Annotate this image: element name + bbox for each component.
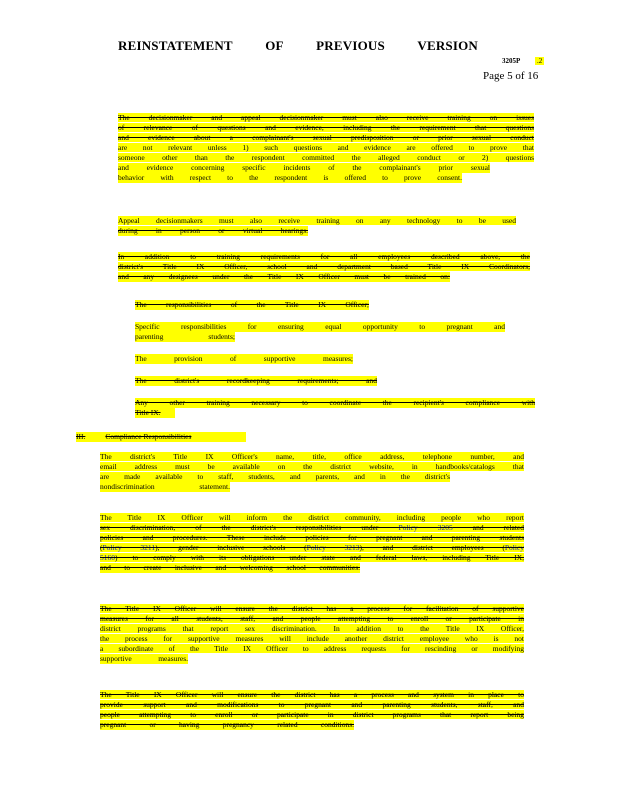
line-text: policies and procedures. These include policies for pregnant and parenting students bbox=[100, 533, 524, 542]
text-line bbox=[100, 452, 524, 462]
text-line bbox=[100, 614, 524, 624]
policy-link[interactable]: 5160 bbox=[100, 553, 115, 562]
text-line bbox=[100, 690, 524, 700]
line-text: ), and district employees ( bbox=[359, 543, 505, 552]
text-line bbox=[118, 133, 534, 143]
text-line bbox=[135, 376, 377, 386]
line-text: a subordinate of the Title IX Officer to address requests for rescinding or modifying bbox=[100, 644, 524, 653]
text-line bbox=[100, 472, 450, 482]
text-line bbox=[118, 153, 534, 163]
text-line bbox=[100, 634, 524, 644]
text-line bbox=[100, 700, 524, 710]
text-line bbox=[100, 533, 524, 543]
line-text: nondiscrimination statement. bbox=[100, 482, 230, 491]
list-item bbox=[118, 354, 538, 364]
list-item bbox=[118, 322, 538, 342]
title-word: REINSTATEMENT bbox=[118, 38, 233, 53]
policy-suffix: .2 bbox=[537, 57, 543, 65]
line-text: the process for supportive measures will include another district employee who is not bbox=[100, 634, 524, 643]
line-text: provide support and modifications to pregnant and parenting students, staff, and bbox=[100, 700, 524, 709]
line-text: are not relevant unless 1) such questions and evidence are offered to prove that bbox=[118, 143, 534, 152]
line-text: The Title IX Officer will ensure the district has a process for facilitation of supportive bbox=[100, 604, 524, 613]
paragraph-inform-community bbox=[100, 513, 524, 573]
paragraph-supportive-measures bbox=[100, 604, 524, 664]
line-text: of relevance of questions and evidence, including the requirement that questions bbox=[118, 123, 534, 132]
section-heading bbox=[76, 432, 246, 442]
line-text: district's Title IX Officer, school and department based Title IX Coordinators, bbox=[118, 262, 530, 271]
line-text: ), gender inclusive schools ( bbox=[155, 543, 307, 552]
line-text: parenting students; bbox=[135, 332, 235, 341]
text-line bbox=[135, 322, 505, 332]
paragraph-pregnant-parenting bbox=[100, 690, 524, 730]
text-line bbox=[118, 252, 530, 262]
text-line bbox=[100, 563, 360, 573]
text-line bbox=[100, 644, 524, 654]
policy-link[interactable]: Policy bbox=[504, 543, 524, 552]
line-text: supportive measures. bbox=[100, 654, 188, 663]
text-line bbox=[118, 216, 516, 226]
line-text: The provision of supportive measures; bbox=[135, 354, 353, 363]
line-text: behavior with respect to the respondent is offered to prove consent. bbox=[118, 173, 462, 182]
section-title: Compliance Responsibilities bbox=[105, 432, 192, 441]
line-text: Any other training necessary to coordinate the recipient's compliance with bbox=[135, 398, 535, 407]
line-text: In addition to training requirements for all employees described above, the bbox=[118, 252, 530, 261]
paragraph-officer-contact bbox=[100, 452, 524, 492]
text-line bbox=[118, 272, 450, 282]
policy-link[interactable]: Policy 3213 bbox=[306, 543, 360, 552]
line-text: district programs that report sex discrimination. In addition to the Title IX Officer, bbox=[100, 624, 524, 633]
text-line bbox=[100, 513, 524, 523]
text-line bbox=[76, 432, 246, 442]
text-line bbox=[100, 604, 524, 614]
document-title bbox=[118, 38, 478, 54]
line-text: during in person or virtual hearings. bbox=[118, 226, 308, 235]
policy-link[interactable]: Policy 3211 bbox=[102, 543, 156, 552]
paragraph-training-relevance bbox=[118, 113, 534, 183]
title-word: PREVIOUS bbox=[316, 38, 385, 53]
line-text: Appeal decisionmakers must also receive training on any technology to be used bbox=[118, 216, 516, 225]
line-text: ) to comply with its obligations under state and federal laws, including Title IX, bbox=[115, 553, 524, 562]
line-text: Specific responsibilities for ensuring equal opportunity to pregnant and bbox=[135, 322, 505, 331]
paragraph-appeal-training bbox=[118, 216, 516, 236]
line-text: measures for all students, staff, and people attempting to enroll or participate in bbox=[100, 614, 524, 623]
text-line bbox=[135, 398, 535, 408]
text-line bbox=[100, 543, 524, 553]
title-word: VERSION bbox=[417, 38, 478, 53]
list-item bbox=[118, 376, 538, 386]
line-text: and evidence about a complainant's sexual predisposition or prior sexual conduct bbox=[118, 133, 534, 142]
line-text: ( bbox=[100, 543, 103, 552]
title-word: OF bbox=[265, 38, 284, 53]
text-line bbox=[100, 720, 354, 730]
list-item bbox=[118, 398, 538, 418]
page-number: Page 5 of 16 bbox=[483, 70, 539, 82]
line-text: and related bbox=[452, 523, 524, 532]
list-item bbox=[118, 300, 538, 310]
line-text: pregnant or having pregnancy related conditions. bbox=[100, 720, 354, 729]
line-text: people attempting to enroll or participate in district programs that report being bbox=[100, 710, 524, 719]
text-line bbox=[100, 523, 524, 533]
training-bullet-list bbox=[118, 300, 538, 418]
line-text: The decisionmaker and appeal decisionmaker must also receive training on issues bbox=[118, 113, 534, 122]
text-line bbox=[118, 173, 462, 183]
text-line bbox=[100, 710, 524, 720]
line-text: The Title IX Officer will inform the district community, including people who report bbox=[100, 513, 524, 522]
line-text: The district's recordkeeping requirements; and bbox=[135, 376, 377, 385]
text-line bbox=[118, 113, 534, 123]
policy-number: 3205P bbox=[502, 57, 521, 65]
line-text: The Title IX Officer will ensure the district has a process and system in place to bbox=[100, 690, 524, 699]
text-line bbox=[100, 462, 524, 472]
text-line bbox=[118, 226, 308, 236]
text-line bbox=[135, 300, 369, 310]
text-line bbox=[118, 262, 530, 272]
text-line bbox=[100, 553, 524, 563]
text-line bbox=[100, 624, 524, 634]
text-line bbox=[135, 332, 235, 342]
text-line bbox=[100, 654, 188, 664]
line-text: and any designees under the Title IX Officer must be trained on: bbox=[118, 272, 450, 281]
text-line bbox=[100, 482, 230, 492]
line-text: The district's Title IX Officer's name, title, office address, telephone number, and bbox=[100, 452, 524, 461]
line-text: The responsibilities of the Title IX Officer; bbox=[135, 300, 369, 309]
text-line bbox=[118, 143, 534, 153]
line-text: Title IX. bbox=[135, 408, 175, 418]
paragraph-additional-training bbox=[118, 252, 530, 282]
line-text: and evidence concerning specific incidents of the complainant's prior sexual bbox=[118, 163, 490, 172]
text-line bbox=[118, 163, 490, 173]
line-text: sex discrimination, of the district's responsibilities under bbox=[100, 523, 399, 532]
line-text: someone other than the respondent committed the alleged conduct or 2) questions bbox=[118, 153, 534, 162]
text-line bbox=[135, 408, 175, 418]
policy-link[interactable]: Policy 3205 bbox=[398, 523, 453, 532]
line-text: and to create inclusive and welcoming school communities. bbox=[100, 563, 360, 572]
line-text: email address must be available on the district website, in handbooks/catalogs that bbox=[100, 462, 524, 471]
text-line bbox=[135, 354, 353, 364]
section-numeral: III. bbox=[76, 432, 86, 441]
line-text: are made available to staff, students, and parents, and in the district's bbox=[100, 472, 450, 481]
text-line bbox=[118, 123, 534, 133]
